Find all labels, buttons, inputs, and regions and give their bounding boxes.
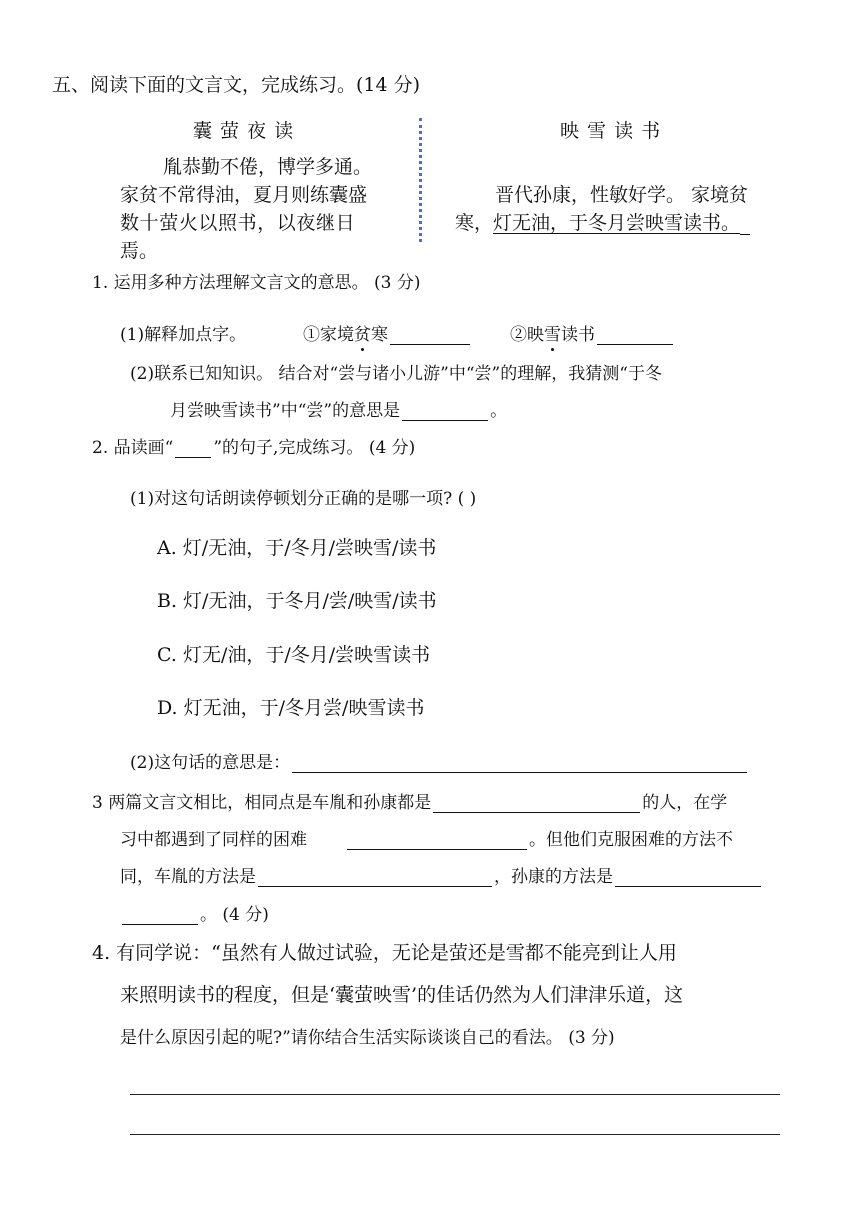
passage2-title: 映 雪 读 书: [560, 120, 662, 142]
q1-sub1-label: (1)解释加点字。: [120, 325, 247, 345]
q3-blank-sunkang-method[interactable]: [615, 868, 761, 887]
q3-blank-chezhen-method[interactable]: [258, 868, 492, 887]
q3-blank-difficulty[interactable]: [347, 831, 527, 850]
passage1-line: 家贫不常得油，夏月则练囊盛: [120, 184, 368, 206]
q2-title: 2. 品读画“ ”的句子,完成练习。 (4 分): [92, 438, 416, 458]
q1-item2: ②映雪读书: [510, 320, 675, 345]
passage1-line: 数十萤火以照书，以夜继日: [120, 212, 356, 234]
passage2-line1: 晋代孙康，性敏好学。 家境贫: [495, 184, 749, 206]
q3-line3: 同，车胤的方法是 ，孙康的方法是: [120, 862, 763, 887]
passage-divider: [419, 118, 422, 242]
dotted-char-xue: 雪: [544, 320, 561, 345]
passage1-line: 胤恭勤不倦，博学多通。: [163, 156, 373, 178]
q4-line1: 4. 有同学说：“虽然有人做过试验，无论是萤还是雪都不能亮到让人用: [92, 942, 677, 964]
q1-item1: ①家境贫寒: [303, 320, 472, 345]
q1-title: 1. 运用多种方法理解文言文的意思。 (3 分): [92, 273, 421, 293]
q3-line4: 。 (4 分): [120, 900, 269, 925]
q2-sub1: (1)对这句话朗读停顿划分正确的是哪一项? ( ): [130, 489, 477, 509]
q2-option-d[interactable]: D. 灯无油，于/冬月尝/映雪读书: [157, 697, 425, 719]
q3-line1: 3 两篇文言文相比，相同点是车胤和孙康都是 的人，在学: [92, 793, 728, 813]
q4-answer-line[interactable]: [130, 1094, 780, 1095]
q1-sub2-line1: (2)联系已知知识。 结合对“尝与诸小儿游”中“尝”的理解，我猜测“于冬: [130, 364, 662, 384]
q2-option-a[interactable]: A. 灯/无油，于/冬月/尝映雪/读书: [157, 537, 437, 559]
passage2-underlined-sentence: 灯无油，于冬月尝映雪读书。: [493, 212, 741, 234]
passage2-line2: [455, 208, 750, 235]
section-header: 五、阅读下面的文言文，完成练习。(14 分): [52, 74, 421, 96]
q2-option-b[interactable]: B. 灯/无油，于冬月/尝/映雪/读书: [157, 590, 437, 612]
q4-answer-line[interactable]: [130, 1134, 780, 1135]
passage1-line: 焉。: [120, 240, 159, 262]
q2-sub2: (2)这句话的意思是：: [130, 748, 749, 773]
q2-underline-sample: [175, 439, 211, 458]
q2-option-c[interactable]: C. 灯无/油，于/冬月/尝映雪读书: [157, 644, 431, 666]
q4-line3: 是什么原因引起的呢?”请你结合生活实际谈谈自己的看法。 (3 分): [120, 1028, 615, 1048]
q2-sub2-answer-blank[interactable]: [292, 754, 747, 773]
q3-line2: 习中都遇到了同样的困难 。但他们克服困难的方法不: [120, 830, 733, 850]
dotted-char-pin: 贫: [354, 320, 371, 345]
q3-blank-sunkang-method-cont[interactable]: [122, 906, 198, 925]
q1-item2-answer-blank[interactable]: [597, 326, 673, 345]
q3-blank-common-trait[interactable]: [433, 794, 640, 813]
passage2-line2-prefix: 寒，: [455, 212, 494, 234]
q4-line2: 来照明读书的程度，但是‘囊萤映雪’的佳话仍然为人们津津乐道，这: [120, 984, 684, 1006]
q1-item1-answer-blank[interactable]: [390, 326, 470, 345]
q1-sub2-answer-blank[interactable]: [402, 402, 488, 421]
passage1-title: 囊 萤 夜 读: [193, 120, 295, 142]
q1-sub2-line2: 月尝映雪读书”中“尝”的意思是 。: [170, 401, 508, 421]
